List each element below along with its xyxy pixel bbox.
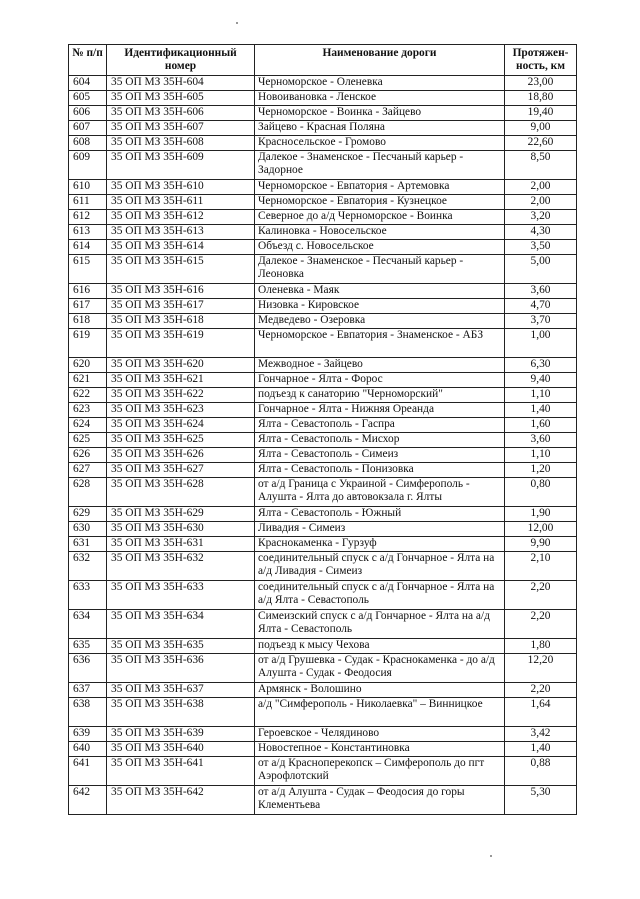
row-identifier-cell: 35 ОП МЗ 35Н-610: [107, 180, 255, 195]
row-identifier-cell: 35 ОП МЗ 35Н-634: [107, 610, 255, 639]
row-identifier-cell: 35 ОП МЗ 35Н-611: [107, 195, 255, 210]
row-length-cell: 8,50: [505, 151, 577, 180]
row-length-cell: 12,00: [505, 522, 577, 537]
row-number-cell: 614: [69, 240, 107, 255]
row-identifier-cell: 35 ОП МЗ 35Н-609: [107, 151, 255, 180]
table-row: [69, 121, 577, 136]
row-number-cell: 608: [69, 136, 107, 151]
row-length-cell: 1,00: [505, 329, 577, 358]
row-road-name-cell: Ялта - Севастополь - Южный: [255, 507, 505, 522]
row-number-cell: 641: [69, 757, 107, 786]
row-road-name-cell: подъезд к мысу Чехова: [255, 639, 505, 654]
row-identifier-cell: 35 ОП МЗ 35Н-642: [107, 786, 255, 815]
row-length-cell: 4,70: [505, 299, 577, 314]
table-row: [69, 255, 577, 284]
header-length: Протяжен-ность, км: [505, 45, 577, 76]
row-identifier-cell: 35 ОП МЗ 35Н-625: [107, 433, 255, 448]
row-identifier-cell: 35 ОП МЗ 35Н-635: [107, 639, 255, 654]
row-identifier-cell: 35 ОП МЗ 35Н-615: [107, 255, 255, 284]
row-number-cell: 635: [69, 639, 107, 654]
row-road-name-cell: Героевское - Челядиново: [255, 727, 505, 742]
row-identifier-cell: 35 ОП МЗ 35Н-640: [107, 742, 255, 757]
row-road-name-cell: Черноморское - Оленевка: [255, 76, 505, 91]
row-identifier-cell: 35 ОП МЗ 35Н-627: [107, 463, 255, 478]
table-row: [69, 299, 577, 314]
row-number-cell: 625: [69, 433, 107, 448]
row-length-cell: 1,90: [505, 507, 577, 522]
table-row: [69, 225, 577, 240]
row-road-name-cell: Ялта - Севастополь - Симеиз: [255, 448, 505, 463]
table-row: [69, 786, 577, 815]
row-length-cell: 1,64: [505, 698, 577, 727]
row-length-cell: 1,80: [505, 639, 577, 654]
row-number-cell: 620: [69, 358, 107, 373]
row-road-name-cell: Новоивановка - Ленское: [255, 91, 505, 106]
row-length-cell: 2,10: [505, 552, 577, 581]
row-identifier-cell: 35 ОП МЗ 35Н-614: [107, 240, 255, 255]
row-length-cell: 2,00: [505, 180, 577, 195]
row-number-cell: 605: [69, 91, 107, 106]
row-length-cell: 2,00: [505, 195, 577, 210]
row-road-name-cell: Межводное - Зайцево: [255, 358, 505, 373]
row-road-name-cell: от а/д Грушевка - Судак - Краснокаменка - до а/д Алушта - Судак - Феодосия: [255, 654, 505, 683]
row-identifier-cell: 35 ОП МЗ 35Н-606: [107, 106, 255, 121]
table-row: [69, 151, 577, 180]
row-number-cell: 606: [69, 106, 107, 121]
row-identifier-cell: 35 ОП МЗ 35Н-619: [107, 329, 255, 358]
row-length-cell: 1,40: [505, 742, 577, 757]
row-identifier-cell: 35 ОП МЗ 35Н-612: [107, 210, 255, 225]
row-road-name-cell: подъезд к санаторию "Черноморский": [255, 388, 505, 403]
header-identifier: Идентификационный номер: [107, 45, 255, 76]
table-row: [69, 388, 577, 403]
row-identifier-cell: 35 ОП МЗ 35Н-626: [107, 448, 255, 463]
table-row: [69, 610, 577, 639]
row-identifier-cell: 35 ОП МЗ 35Н-637: [107, 683, 255, 698]
row-road-name-cell: Красносельское - Громово: [255, 136, 505, 151]
row-length-cell: 0,88: [505, 757, 577, 786]
row-number-cell: 613: [69, 225, 107, 240]
row-identifier-cell: 35 ОП МЗ 35Н-621: [107, 373, 255, 388]
row-number-cell: 629: [69, 507, 107, 522]
row-number-cell: 615: [69, 255, 107, 284]
row-road-name-cell: Черноморское - Воинка - Зайцево: [255, 106, 505, 121]
table-row: [69, 463, 577, 478]
table-row: [69, 91, 577, 106]
table-row: [69, 683, 577, 698]
row-number-cell: 624: [69, 418, 107, 433]
row-road-name-cell: от а/д Красноперекопск – Симферополь до пгт Аэрофлотский: [255, 757, 505, 786]
row-length-cell: 3,70: [505, 314, 577, 329]
row-road-name-cell: Калиновка - Новосельское: [255, 225, 505, 240]
row-identifier-cell: 35 ОП МЗ 35Н-629: [107, 507, 255, 522]
table-row: [69, 654, 577, 683]
row-length-cell: 5,30: [505, 786, 577, 815]
roads-table: [68, 44, 577, 815]
table-row: [69, 329, 577, 358]
row-number-cell: 607: [69, 121, 107, 136]
row-length-cell: 1,60: [505, 418, 577, 433]
table-row: [69, 581, 577, 610]
table-row: [69, 522, 577, 537]
row-length-cell: 22,60: [505, 136, 577, 151]
row-number-cell: 639: [69, 727, 107, 742]
row-identifier-cell: 35 ОП МЗ 35Н-605: [107, 91, 255, 106]
row-length-cell: 1,10: [505, 388, 577, 403]
row-road-name-cell: Зайцево - Красная Поляна: [255, 121, 505, 136]
table-row: [69, 373, 577, 388]
row-number-cell: 611: [69, 195, 107, 210]
row-number-cell: 621: [69, 373, 107, 388]
table-row: [69, 727, 577, 742]
row-length-cell: 5,00: [505, 255, 577, 284]
row-identifier-cell: 35 ОП МЗ 35Н-618: [107, 314, 255, 329]
row-length-cell: 3,42: [505, 727, 577, 742]
row-length-cell: 6,30: [505, 358, 577, 373]
table-row: [69, 210, 577, 225]
row-road-name-cell: Черноморское - Евпатория - Артемовка: [255, 180, 505, 195]
scan-speck: [236, 22, 238, 24]
row-number-cell: 633: [69, 581, 107, 610]
row-number-cell: 627: [69, 463, 107, 478]
row-length-cell: 4,30: [505, 225, 577, 240]
row-length-cell: 18,80: [505, 91, 577, 106]
table-row: [69, 478, 577, 507]
row-number-cell: 604: [69, 76, 107, 91]
row-number-cell: 609: [69, 151, 107, 180]
row-number-cell: 618: [69, 314, 107, 329]
table-row: [69, 106, 577, 121]
row-road-name-cell: соединительный спуск с а/д Гончарное - Ялта на а/д Ливадия - Симеиз: [255, 552, 505, 581]
table-row: [69, 195, 577, 210]
row-identifier-cell: 35 ОП МЗ 35Н-624: [107, 418, 255, 433]
row-number-cell: 610: [69, 180, 107, 195]
row-road-name-cell: Новостепное - Константиновка: [255, 742, 505, 757]
row-identifier-cell: 35 ОП МЗ 35Н-604: [107, 76, 255, 91]
row-number-cell: 617: [69, 299, 107, 314]
row-road-name-cell: Черноморское - Евпатория - Знаменское - АБЗ: [255, 329, 505, 358]
row-number-cell: 634: [69, 610, 107, 639]
row-identifier-cell: 35 ОП МЗ 35Н-630: [107, 522, 255, 537]
row-road-name-cell: Симеизский спуск с а/д Гончарное - Ялта на а/д Ялта - Севастополь: [255, 610, 505, 639]
table-row: [69, 240, 577, 255]
table-row: [69, 448, 577, 463]
row-identifier-cell: 35 ОП МЗ 35Н-631: [107, 537, 255, 552]
row-identifier-cell: 35 ОП МЗ 35Н-608: [107, 136, 255, 151]
row-length-cell: 3,20: [505, 210, 577, 225]
row-identifier-cell: 35 ОП МЗ 35Н-616: [107, 284, 255, 299]
table-header-row: [69, 45, 577, 76]
row-road-name-cell: а/д "Симферополь - Николаевка" – Винницкое: [255, 698, 505, 727]
row-length-cell: 23,00: [505, 76, 577, 91]
row-number-cell: 623: [69, 403, 107, 418]
table-body: [69, 76, 577, 815]
row-number-cell: 636: [69, 654, 107, 683]
table-row: [69, 698, 577, 727]
row-road-name-cell: Далекое - Знаменское - Песчаный карьер - Леоновка: [255, 255, 505, 284]
row-road-name-cell: Ялта - Севастополь - Мисхор: [255, 433, 505, 448]
table-row: [69, 136, 577, 151]
row-length-cell: 2,20: [505, 610, 577, 639]
row-identifier-cell: 35 ОП МЗ 35Н-628: [107, 478, 255, 507]
table-row: [69, 639, 577, 654]
row-length-cell: 1,40: [505, 403, 577, 418]
row-road-name-cell: соединительный спуск с а/д Гончарное - Ялта на а/д Ялта - Севастополь: [255, 581, 505, 610]
table-row: [69, 507, 577, 522]
row-road-name-cell: Гончарное - Ялта - Форос: [255, 373, 505, 388]
row-length-cell: 12,20: [505, 654, 577, 683]
row-road-name-cell: Северное до а/д Черноморское - Воинка: [255, 210, 505, 225]
row-identifier-cell: 35 ОП МЗ 35Н-620: [107, 358, 255, 373]
table-row: [69, 403, 577, 418]
row-number-cell: 637: [69, 683, 107, 698]
table-row: [69, 757, 577, 786]
row-identifier-cell: 35 ОП МЗ 35Н-617: [107, 299, 255, 314]
row-length-cell: 3,50: [505, 240, 577, 255]
row-number-cell: 622: [69, 388, 107, 403]
row-length-cell: 3,60: [505, 284, 577, 299]
row-road-name-cell: от а/д Алушта - Судак – Феодосия до горы Клементьева: [255, 786, 505, 815]
row-identifier-cell: 35 ОП МЗ 35Н-622: [107, 388, 255, 403]
row-number-cell: 616: [69, 284, 107, 299]
row-road-name-cell: Далекое - Знаменское - Песчаный карьер - Задорное: [255, 151, 505, 180]
row-length-cell: 1,20: [505, 463, 577, 478]
row-road-name-cell: Армянск - Волошино: [255, 683, 505, 698]
row-identifier-cell: 35 ОП МЗ 35Н-639: [107, 727, 255, 742]
row-road-name-cell: Оленевка - Маяк: [255, 284, 505, 299]
row-road-name-cell: Ливадия - Симеиз: [255, 522, 505, 537]
row-length-cell: 2,20: [505, 581, 577, 610]
table-row: [69, 537, 577, 552]
table-row: [69, 433, 577, 448]
row-number-cell: 612: [69, 210, 107, 225]
scan-speck: [490, 855, 492, 857]
row-road-name-cell: Ялта - Севастополь - Понизовка: [255, 463, 505, 478]
row-length-cell: 2,20: [505, 683, 577, 698]
table-row: [69, 552, 577, 581]
row-length-cell: 19,40: [505, 106, 577, 121]
row-identifier-cell: 35 ОП МЗ 35Н-623: [107, 403, 255, 418]
table-row: [69, 180, 577, 195]
row-identifier-cell: 35 ОП МЗ 35Н-632: [107, 552, 255, 581]
row-road-name-cell: Объезд с. Новосельское: [255, 240, 505, 255]
row-length-cell: 9,00: [505, 121, 577, 136]
row-road-name-cell: Краснокаменка - Гурзуф: [255, 537, 505, 552]
row-length-cell: 1,10: [505, 448, 577, 463]
table-row: [69, 742, 577, 757]
table-row: [69, 418, 577, 433]
row-identifier-cell: 35 ОП МЗ 35Н-613: [107, 225, 255, 240]
row-number-cell: 626: [69, 448, 107, 463]
row-number-cell: 630: [69, 522, 107, 537]
row-identifier-cell: 35 ОП МЗ 35Н-638: [107, 698, 255, 727]
header-number: № п/п: [69, 45, 107, 76]
row-identifier-cell: 35 ОП МЗ 35Н-607: [107, 121, 255, 136]
row-identifier-cell: 35 ОП МЗ 35Н-641: [107, 757, 255, 786]
row-number-cell: 631: [69, 537, 107, 552]
row-number-cell: 632: [69, 552, 107, 581]
row-number-cell: 642: [69, 786, 107, 815]
row-road-name-cell: Низовка - Кировское: [255, 299, 505, 314]
row-road-name-cell: от а/д Граница с Украиной - Симферополь - Алушта - Ялта до автовокзала г. Ялты: [255, 478, 505, 507]
row-road-name-cell: Гончарное - Ялта - Нижняя Ореанда: [255, 403, 505, 418]
row-length-cell: 0,80: [505, 478, 577, 507]
row-road-name-cell: Медведево - Озеровка: [255, 314, 505, 329]
row-number-cell: 619: [69, 329, 107, 358]
table-row: [69, 284, 577, 299]
row-number-cell: 628: [69, 478, 107, 507]
row-number-cell: 638: [69, 698, 107, 727]
table-row: [69, 76, 577, 91]
row-identifier-cell: 35 ОП МЗ 35Н-633: [107, 581, 255, 610]
table-row: [69, 358, 577, 373]
row-number-cell: 640: [69, 742, 107, 757]
row-length-cell: 9,40: [505, 373, 577, 388]
row-road-name-cell: Черноморское - Евпатория - Кузнецкое: [255, 195, 505, 210]
row-road-name-cell: Ялта - Севастополь - Гаспра: [255, 418, 505, 433]
row-length-cell: 3,60: [505, 433, 577, 448]
table-row: [69, 314, 577, 329]
row-length-cell: 9,90: [505, 537, 577, 552]
row-identifier-cell: 35 ОП МЗ 35Н-636: [107, 654, 255, 683]
header-road-name: Наименование дороги: [255, 45, 505, 76]
